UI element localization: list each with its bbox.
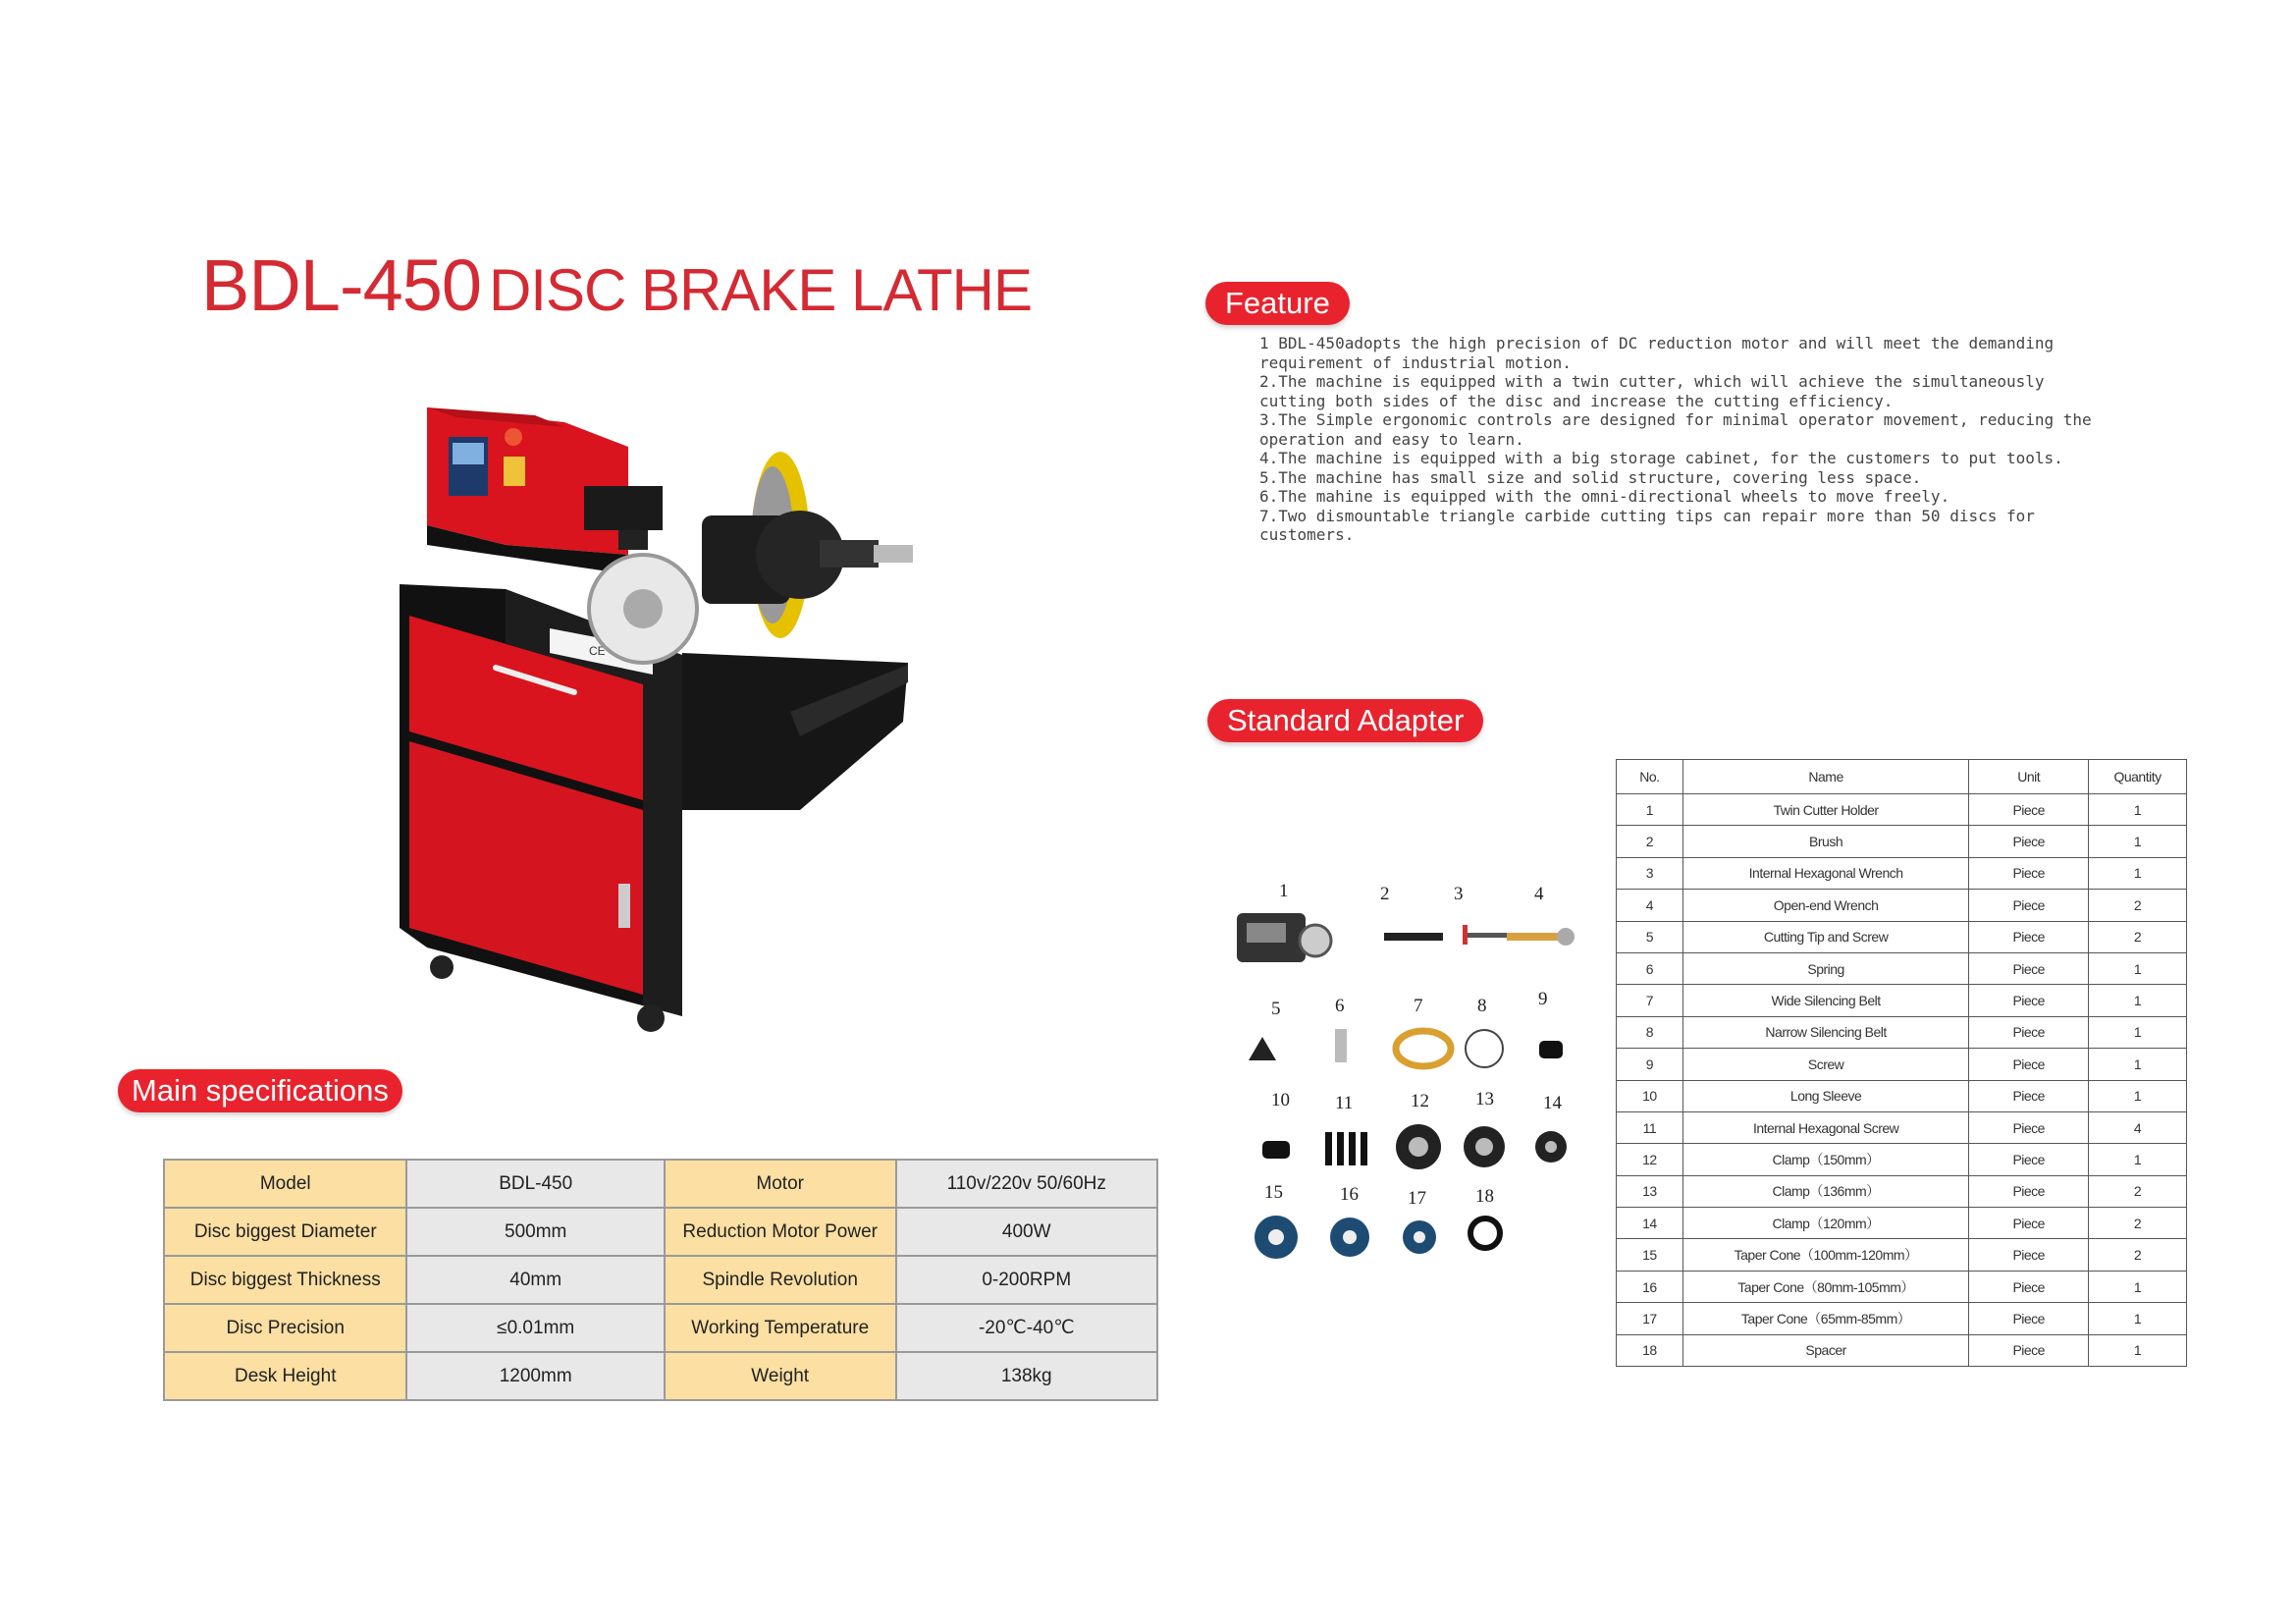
- feature-heading: Feature: [1205, 282, 1350, 325]
- adapter-table: [1616, 759, 2187, 1367]
- adapter-parts-image: [1227, 864, 1600, 1276]
- feature-list: [1259, 334, 2143, 545]
- adapter-cell-quantity: 1: [2089, 1144, 2187, 1175]
- adapter-cell-unit: Piece: [1969, 890, 2089, 921]
- adapter-row: [1617, 1208, 2187, 1239]
- adapter-cell-name: Taper Cone（80mm-105mm）: [1682, 1271, 1968, 1302]
- spec-label: Model: [164, 1160, 406, 1208]
- adapter-row: [1617, 1144, 2187, 1175]
- adapter-cell-name: Narrow Silencing Belt: [1682, 1016, 1968, 1048]
- adapter-cell-quantity: 1: [2089, 952, 2187, 984]
- spec-label: Motor: [665, 1160, 896, 1208]
- adapter-cell-unit: Piece: [1969, 857, 2089, 889]
- page-title: [201, 244, 1032, 327]
- adapter-cell-unit: Piece: [1969, 952, 2089, 984]
- adapter-cell-quantity: 1: [2089, 1271, 2187, 1302]
- adapter-cell-unit: Piece: [1969, 1016, 2089, 1048]
- spec-label: Desk Height: [164, 1352, 406, 1400]
- adapter-cell-quantity: 1: [2089, 826, 2187, 857]
- part-number-2: 2: [1380, 884, 1390, 904]
- part-4-open-end-wrench: [1507, 928, 1575, 946]
- part-number-3: 3: [1454, 884, 1464, 904]
- spec-value: 110v/220v 50/60Hz: [896, 1160, 1158, 1208]
- adapter-cell-quantity: 4: [2089, 1111, 2187, 1143]
- part-number-10: 10: [1271, 1090, 1290, 1110]
- feature-line: 4.The machine is equipped with a big storage cabinet, for the customers to put tools.: [1259, 449, 2063, 467]
- feature-line: customers.: [1259, 525, 1355, 544]
- feature-line: 5.The machine has small size and solid structure, covering less space.: [1259, 467, 1922, 487]
- adapter-cell-no: 2: [1617, 826, 1683, 857]
- adapter-header-no: No.: [1617, 760, 1683, 794]
- part-10-long-sleeve: [1262, 1141, 1290, 1159]
- spec-value: -20℃-40℃: [896, 1304, 1158, 1352]
- adapter-row: [1617, 1016, 2187, 1048]
- adapter-cell-quantity: 2: [2089, 921, 2187, 952]
- part-number-1: 1: [1279, 881, 1289, 901]
- adapter-cell-no: 14: [1617, 1208, 1683, 1239]
- adapter-cell-no: 7: [1617, 985, 1683, 1016]
- part-11-hex-screws: [1325, 1132, 1367, 1165]
- adapter-cell-unit: Piece: [1969, 1080, 2089, 1111]
- spec-value: 400W: [896, 1208, 1158, 1256]
- spec-value: 138kg: [896, 1352, 1158, 1400]
- title-product: DISC BRAKE LATHE: [488, 257, 1032, 323]
- spec-value: ≤0.01mm: [406, 1304, 664, 1352]
- adapter-cell-name: Clamp（136mm）: [1682, 1175, 1968, 1207]
- part-6-spring: [1335, 1029, 1347, 1062]
- part-number-9: 9: [1538, 989, 1548, 1009]
- adapter-cell-no: 5: [1617, 921, 1683, 952]
- feature-line: 6.The mahine is equipped with the omni-directional wheels to move freely.: [1259, 487, 1950, 506]
- adapter-cell-quantity: 1: [2089, 794, 2187, 826]
- adapter-cell-no: 12: [1617, 1144, 1683, 1175]
- adapter-cell-name: Long Sleeve: [1682, 1080, 1968, 1111]
- adapter-cell-quantity: 1: [2089, 1049, 2187, 1080]
- spec-row: [164, 1160, 1157, 1208]
- adapter-cell-no: 15: [1617, 1239, 1683, 1271]
- spec-label: Disc biggest Thickness: [164, 1256, 406, 1304]
- adapter-cell-unit: Piece: [1969, 985, 2089, 1016]
- part-9-screw: [1539, 1041, 1563, 1058]
- adapter-cell-name: Twin Cutter Holder: [1682, 794, 1968, 826]
- adapter-cell-no: 11: [1617, 1111, 1683, 1143]
- adapter-cell-name: Internal Hexagonal Wrench: [1682, 857, 1968, 889]
- part-2-brush: [1384, 933, 1443, 941]
- adapter-cell-name: Taper Cone（65mm-85mm）: [1682, 1303, 1968, 1334]
- adapter-cell-name: Spring: [1682, 952, 1968, 984]
- adapter-cell-name: Screw: [1682, 1049, 1968, 1080]
- machine-image: [388, 398, 937, 1036]
- spec-row: [164, 1208, 1157, 1256]
- part-number-18: 18: [1475, 1186, 1494, 1207]
- spec-value: 40mm: [406, 1256, 664, 1304]
- adapter-row: [1617, 1111, 2187, 1143]
- adapter-cell-unit: Piece: [1969, 1049, 2089, 1080]
- part-3-hex-wrench: [1463, 925, 1510, 945]
- feature-line: operation and easy to learn.: [1259, 429, 1524, 449]
- adapter-row: [1617, 1303, 2187, 1334]
- part-number-4: 4: [1534, 884, 1544, 904]
- spec-value: 0-200RPM: [896, 1256, 1158, 1304]
- part-number-5: 5: [1271, 999, 1281, 1019]
- adapter-cell-no: 1: [1617, 794, 1683, 826]
- adapter-row: [1617, 1049, 2187, 1080]
- adapter-row: [1617, 794, 2187, 826]
- adapter-cell-no: 8: [1617, 1016, 1683, 1048]
- part-number-17: 17: [1408, 1188, 1426, 1209]
- adapter-row: [1617, 1334, 2187, 1366]
- part-8-narrow-belt: [1466, 1030, 1503, 1067]
- standard-adapter-heading: Standard Adapter: [1207, 699, 1483, 742]
- spec-label: Disc Precision: [164, 1304, 406, 1352]
- adapter-row: [1617, 921, 2187, 952]
- adapter-cell-quantity: 2: [2089, 1175, 2187, 1207]
- feature-line: 2.The machine is equipped with a twin cutter, which will achieve the simultaneously: [1259, 372, 2045, 391]
- adapter-header-quantity: Quantity: [2089, 760, 2187, 794]
- adapter-cell-quantity: 1: [2089, 857, 2187, 889]
- adapter-cell-quantity: 1: [2089, 1016, 2187, 1048]
- adapter-cell-name: Clamp（120mm）: [1682, 1208, 1968, 1239]
- feature-line: 3.The Simple ergonomic controls are designed for minimal operator movement, reducing the: [1259, 410, 2092, 429]
- part-number-12: 12: [1411, 1091, 1429, 1111]
- feature-line: 1 BDL-450adopts the high precision of DC reduction motor and will meet the demanding: [1259, 334, 2055, 352]
- adapter-cell-no: 4: [1617, 890, 1683, 921]
- adapter-row: [1617, 1271, 2187, 1302]
- adapter-cell-no: 17: [1617, 1303, 1683, 1334]
- part-number-8: 8: [1477, 996, 1487, 1016]
- spec-row: [164, 1352, 1157, 1400]
- part-1-twin-cutter-holder: [1237, 913, 1331, 962]
- spec-label: Reduction Motor Power: [665, 1208, 896, 1256]
- adapter-cell-unit: Piece: [1969, 1175, 2089, 1207]
- adapter-cell-name: Internal Hexagonal Screw: [1682, 1111, 1968, 1143]
- part-number-15: 15: [1264, 1182, 1283, 1203]
- adapter-header-row: [1617, 760, 2187, 794]
- adapter-cell-name: Cutting Tip and Screw: [1682, 921, 1968, 952]
- adapter-header-unit: Unit: [1969, 760, 2089, 794]
- spec-table: [163, 1159, 1158, 1401]
- adapter-cell-name: Wide Silencing Belt: [1682, 985, 1968, 1016]
- adapter-cell-name: Open-end Wrench: [1682, 890, 1968, 921]
- adapter-cell-unit: Piece: [1969, 1111, 2089, 1143]
- adapter-cell-no: 6: [1617, 952, 1683, 984]
- adapter-cell-unit: Piece: [1969, 1208, 2089, 1239]
- spec-label: Spindle Revolution: [665, 1256, 896, 1304]
- spec-value: 1200mm: [406, 1352, 664, 1400]
- part-number-13: 13: [1475, 1089, 1494, 1110]
- adapter-cell-no: 3: [1617, 857, 1683, 889]
- adapter-row: [1617, 1239, 2187, 1271]
- part-7-wide-belt: [1396, 1031, 1451, 1066]
- adapter-cell-unit: Piece: [1969, 1239, 2089, 1271]
- part-number-16: 16: [1340, 1184, 1359, 1205]
- adapter-cell-quantity: 1: [2089, 985, 2187, 1016]
- adapter-cell-quantity: 1: [2089, 1303, 2187, 1334]
- adapter-cell-unit: Piece: [1969, 1271, 2089, 1302]
- adapter-cell-quantity: 2: [2089, 1208, 2187, 1239]
- adapter-cell-name: Brush: [1682, 826, 1968, 857]
- spec-label: Weight: [665, 1352, 896, 1400]
- adapter-row: [1617, 952, 2187, 984]
- part-5-cutting-tip: [1249, 1037, 1276, 1060]
- adapter-cell-no: 18: [1617, 1334, 1683, 1366]
- spec-row: [164, 1304, 1157, 1352]
- adapter-cell-name: Spacer: [1682, 1334, 1968, 1366]
- spec-value: BDL-450: [406, 1160, 664, 1208]
- adapter-cell-quantity: 1: [2089, 1334, 2187, 1366]
- adapter-cell-unit: Piece: [1969, 1144, 2089, 1175]
- adapter-cell-unit: Piece: [1969, 1334, 2089, 1366]
- adapter-cell-no: 10: [1617, 1080, 1683, 1111]
- adapter-cell-unit: Piece: [1969, 1303, 2089, 1334]
- adapter-cell-unit: Piece: [1969, 921, 2089, 952]
- spec-label: Working Temperature: [665, 1304, 896, 1352]
- title-model: BDL-450: [201, 244, 482, 326]
- adapter-row: [1617, 1080, 2187, 1111]
- adapter-row: [1617, 890, 2187, 921]
- adapter-row: [1617, 826, 2187, 857]
- spec-row: [164, 1256, 1157, 1304]
- machine-label: CE: [589, 644, 606, 658]
- adapter-cell-no: 13: [1617, 1175, 1683, 1207]
- adapter-cell-unit: Piece: [1969, 826, 2089, 857]
- adapter-row: [1617, 985, 2187, 1016]
- adapter-cell-name: Taper Cone（100mm-120mm）: [1682, 1239, 1968, 1271]
- adapter-cell-quantity: 2: [2089, 1239, 2187, 1271]
- adapter-row: [1617, 857, 2187, 889]
- spec-label: Disc biggest Diameter: [164, 1208, 406, 1256]
- adapter-cell-no: 9: [1617, 1049, 1683, 1080]
- feature-line: 7.Two dismountable triangle carbide cutting tips can repair more than 50 discs for: [1259, 506, 2035, 525]
- part-number-11: 11: [1335, 1093, 1354, 1113]
- part-number-6: 6: [1335, 996, 1345, 1016]
- spec-value: 500mm: [406, 1208, 664, 1256]
- feature-line: cutting both sides of the disc and increase the cutting efficiency.: [1259, 391, 1894, 410]
- adapter-cell-quantity: 1: [2089, 1080, 2187, 1111]
- adapter-cell-no: 16: [1617, 1271, 1683, 1302]
- feature-line: requirement of industrial motion.: [1259, 352, 1572, 372]
- adapter-row: [1617, 1175, 2187, 1207]
- adapter-cell-name: Clamp（150mm）: [1682, 1144, 1968, 1175]
- adapter-cell-unit: Piece: [1969, 794, 2089, 826]
- main-specs-heading: Main specifications: [118, 1069, 402, 1112]
- part-number-7: 7: [1414, 996, 1423, 1016]
- adapter-cell-quantity: 2: [2089, 890, 2187, 921]
- part-number-14: 14: [1543, 1093, 1562, 1113]
- part-18-spacer: [1470, 1218, 1500, 1248]
- adapter-header-name: Name: [1682, 760, 1968, 794]
